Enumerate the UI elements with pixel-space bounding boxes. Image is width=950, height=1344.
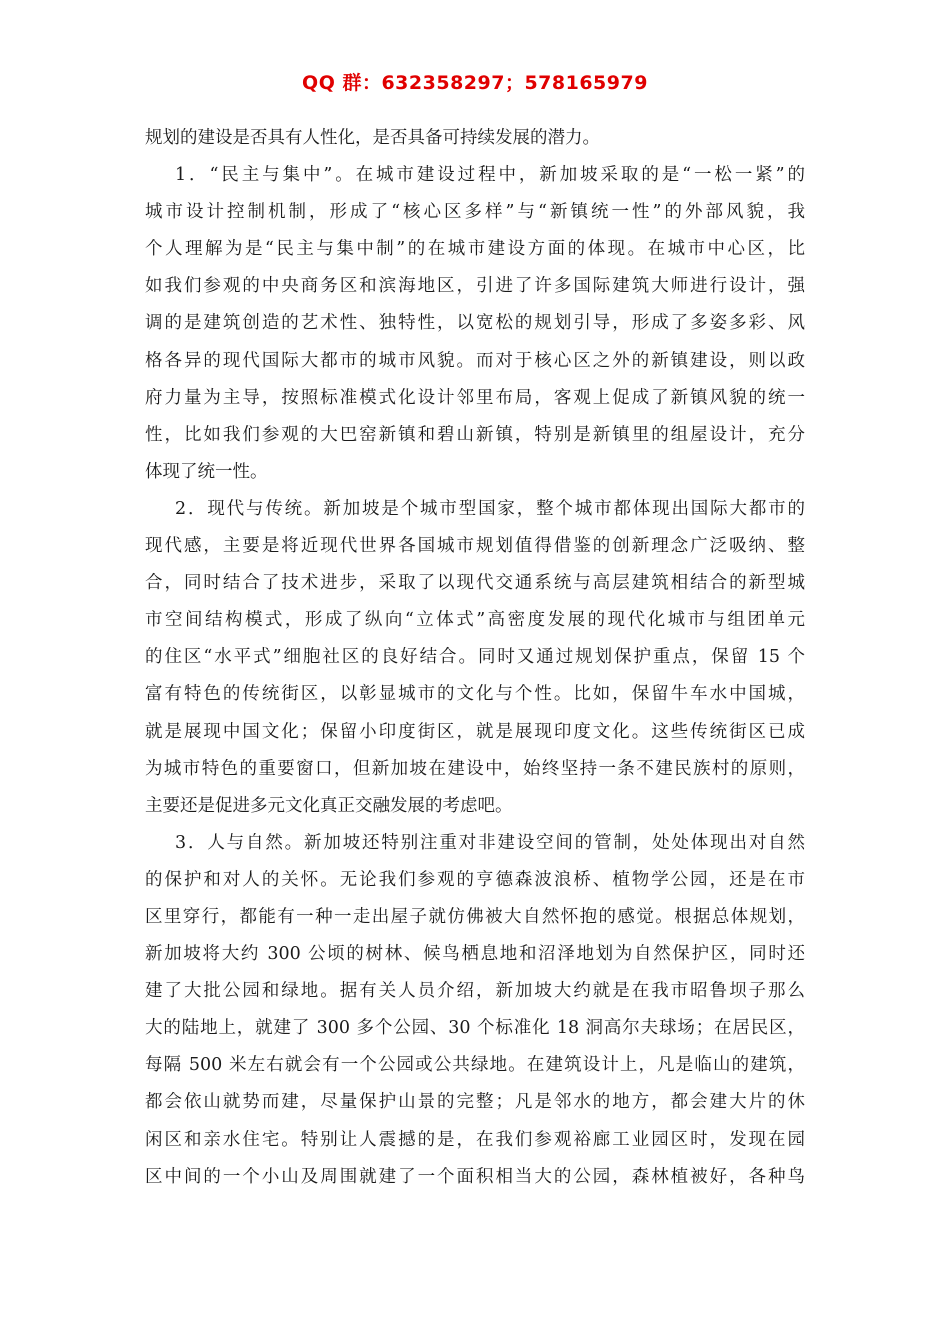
text-line: 如我们参观的中央商务区和滨海地区，引进了许多国际建筑大师进行设计，强 xyxy=(145,276,805,297)
text-line: 都会依山就势而建，尽量保护山景的完整；凡是邻水的地方，都会建大片的休 xyxy=(145,1092,805,1113)
text-line: 性，比如我们参观的大巴窑新镇和碧山新镇，特别是新镇里的组屋设计，充分 xyxy=(145,424,805,445)
text-line: 城市设计控制机制，形成了“核心区多样”与“新镇统一性”的外部风貌，我 xyxy=(145,202,805,223)
text-line: 的住区“水平式”细胞社区的良好结合。同时又通过规划保护重点，保留 15 个 xyxy=(145,647,805,668)
text-line: 就是展现中国文化；保留小印度街区，就是展现印度文化。这些传统街区已成 xyxy=(145,721,805,742)
text-line: 区里穿行，都能有一种一走出屋子就仿佛被大自然怀抱的感觉。根据总体规划， xyxy=(145,906,805,927)
paragraph-first-line: 3．人与自然。新加坡还特别注重对非建设空间的管制，处处体现出对自然 xyxy=(175,832,805,853)
text-line: 调的是建筑创造的艺术性、独特性，以宽松的规划引导，形成了多姿多彩、风 xyxy=(145,313,805,334)
paragraph-first-line: 1．“民主与集中”。在城市建设过程中，新加坡采取的是“一松一紧”的 xyxy=(175,165,805,186)
body-text xyxy=(145,120,805,1196)
text-line: 体现了统一性。 xyxy=(145,461,268,482)
text-line: 大的陆地上，就建了 300 多个公园、30 个标准化 18 洞高尔夫球场；在居民区， xyxy=(145,1018,805,1039)
text-line: 建了大批公园和绿地。据有关人员介绍，新加坡大约就是在我市昭鲁坝子那么 xyxy=(145,981,805,1002)
text-line: 闲区和亲水住宅。特别让人震撼的是，在我们参观裕廊工业园区时，发现在园 xyxy=(145,1129,805,1150)
text-line: 格各异的现代国际大都市的城市风貌。而对于核心区之外的新镇建设，则以政 xyxy=(145,350,805,371)
text-line: 现代感，主要是将近现代世界各国城市规划值得借鉴的创新理念广泛吸纳、整 xyxy=(145,536,805,557)
text-line: 每隔 500 米左右就会有一个公园或公共绿地。在建筑设计上，凡是临山的建筑， xyxy=(145,1055,805,1076)
text-line: 富有特色的传统街区，以彰显城市的文化与个性。比如，保留牛车水中国城， xyxy=(145,684,805,705)
text-line: 个人理解为是“民主与集中制”的在城市建设方面的体现。在城市中心区，比 xyxy=(145,239,805,260)
text-line: 区中间的一个小山及周围就建了一个面积相当大的公园，森林植被好，各种鸟 xyxy=(145,1166,805,1187)
text-line: 主要还是促进多元文化真正交融发展的考虑吧。 xyxy=(145,795,513,816)
paragraph-first-line: 2．现代与传统。新加坡是个城市型国家，整个城市都体现出国际大都市的 xyxy=(175,498,805,519)
qq-group-header: QQ 群：632358297；578165979 xyxy=(302,72,648,94)
text-line: 府力量为主导，按照标准模式化设计邻里布局，客观上促成了新镇风貌的统一 xyxy=(145,387,805,408)
text-line: 新加坡将大约 300 公顷的树林、候鸟栖息地和沼泽地划为自然保护区，同时还 xyxy=(145,944,805,965)
text-line: 的保护和对人的关怀。无论我们参观的亨德森波浪桥、植物学公园，还是在市 xyxy=(145,869,805,890)
text-line: 为城市特色的重要窗口，但新加坡在建设中，始终坚持一条不建民族村的原则， xyxy=(145,758,805,779)
text-line: 合，同时结合了技术进步，采取了以现代交通系统与高层建筑相结合的新型城 xyxy=(145,573,805,594)
text-line: 规划的建设是否具有人性化，是否具备可持续发展的潜力。 xyxy=(145,128,600,148)
text-line: 市空间结构模式，形成了纵向“立体式”高密度发展的现代化城市与组团单元 xyxy=(145,610,805,631)
